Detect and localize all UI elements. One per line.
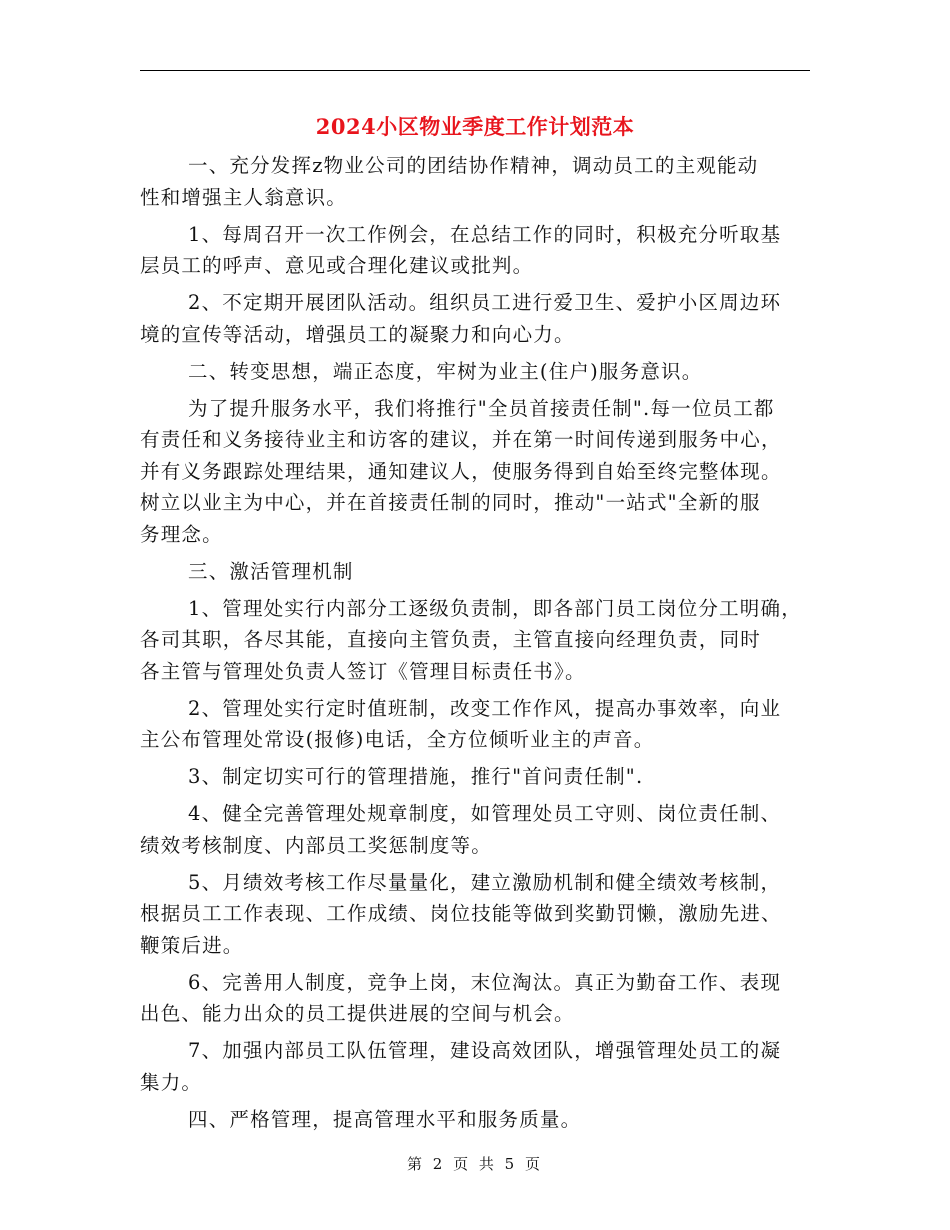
paragraph-line: 为了提升服务水平，我们将推行"全员首接责任制".每一位员工都 xyxy=(188,396,775,420)
paragraph xyxy=(140,1035,812,1098)
paragraph-line: 7、加强内部员工队伍管理，建设高效团队，增强管理处员工的凝 xyxy=(188,1039,782,1062)
paragraph-line: 性和增强主人翁意识。 xyxy=(140,185,348,209)
paragraph-line: 二、转变思想，端正态度，牢树为业主(住户)服务意识。 xyxy=(188,359,703,383)
paragraph-line: 1、每周召开一次工作例会，在总结工作的同时，积极充分听取基 xyxy=(188,222,782,246)
page-number: 第 2 页 共 5 页 xyxy=(407,1155,543,1173)
paragraph xyxy=(140,556,812,588)
paragraph-line: 4、健全完善管理处规章制度，如管理处员工守则、岗位责任制、 xyxy=(188,802,782,825)
paragraph-line: 主公布管理处常设(报修)电话，全方位倾听业主的声音。 xyxy=(140,728,655,751)
paragraph xyxy=(140,287,812,350)
paragraph-line: 务理念。 xyxy=(140,522,223,546)
paragraph-line: 2、管理处实行定时值班制，改变工作作风，提高办事效率，向业 xyxy=(188,696,782,720)
document-body xyxy=(140,150,812,1141)
paragraph-line: 绩效考核制度、内部员工奖惩制度等。 xyxy=(140,833,492,857)
paragraph xyxy=(140,761,812,793)
paragraph-line: 2、不定期开展团队活动。组织员工进行爱卫生、爱护小区周边环 xyxy=(188,291,782,314)
paragraph-line: 层员工的呼声、意见或合理化建议或批判。 xyxy=(140,254,534,277)
paragraph xyxy=(140,867,812,962)
paragraph-line: 三、激活管理机制 xyxy=(188,559,354,583)
paragraph-line: 6、完善用人制度，竞争上岗，末位淘汰。真正为勤奋工作、表现 xyxy=(188,970,782,994)
paragraph xyxy=(140,693,812,756)
paragraph xyxy=(140,967,812,1030)
document-title: 2024小区物业季度工作计划范本 xyxy=(315,114,635,139)
paragraph-line: 并有义务跟踪处理结果，通知建议人，使服务得到自始至终完整体现。 xyxy=(140,459,782,483)
paragraph-line: 鞭策后进。 xyxy=(140,933,244,957)
paragraph xyxy=(140,393,812,551)
paragraph-line: 四、严格管理，提高管理水平和服务质量。 xyxy=(188,1107,582,1131)
paragraph-line: 根据员工工作表现、工作成绩、岗位技能等做到奖勤罚懒，激励先进、 xyxy=(140,902,782,925)
paragraph xyxy=(140,356,812,388)
paragraph-line: 5、月绩效考核工作尽量量化，建立激励机制和健全绩效考核制， xyxy=(188,870,782,894)
paragraph-line: 一、充分发挥z物业公司的团结协作精神，调动员工的主观能动 xyxy=(188,154,759,177)
paragraph-line: 集力。 xyxy=(140,1070,203,1094)
paragraph xyxy=(140,1104,812,1136)
paragraph xyxy=(140,798,812,861)
paragraph-line: 各司其职，各尽其能，直接向主管负责，主管直接向经理负责，同时 xyxy=(140,628,762,651)
paragraph-line: 有责任和义务接待业主和访客的建议，并在第一时间传递到服务中心， xyxy=(140,428,782,451)
paragraph-line: 境的宣传等活动，增强员工的凝聚力和向心力。 xyxy=(140,322,575,346)
paragraph xyxy=(140,150,812,213)
paragraph xyxy=(140,593,812,688)
header-rule xyxy=(140,70,810,71)
paragraph-line: 1、管理处实行内部分工逐级负责制，即各部门员工岗位分工明确， xyxy=(188,596,802,620)
paragraph-line: 树立以业主为中心，并在首接责任制的同时，推动"一站式"全新的服 xyxy=(140,491,761,514)
paragraph xyxy=(140,219,812,282)
paragraph-line: 各主管与管理处负责人签订《管理目标责任书》。 xyxy=(140,659,586,683)
paragraph-line: 3、制定切实可行的管理措施，推行"首问责任制". xyxy=(188,765,644,788)
paragraph-line: 出色、能力出众的员工提供进展的空间与机会。 xyxy=(140,1002,575,1025)
